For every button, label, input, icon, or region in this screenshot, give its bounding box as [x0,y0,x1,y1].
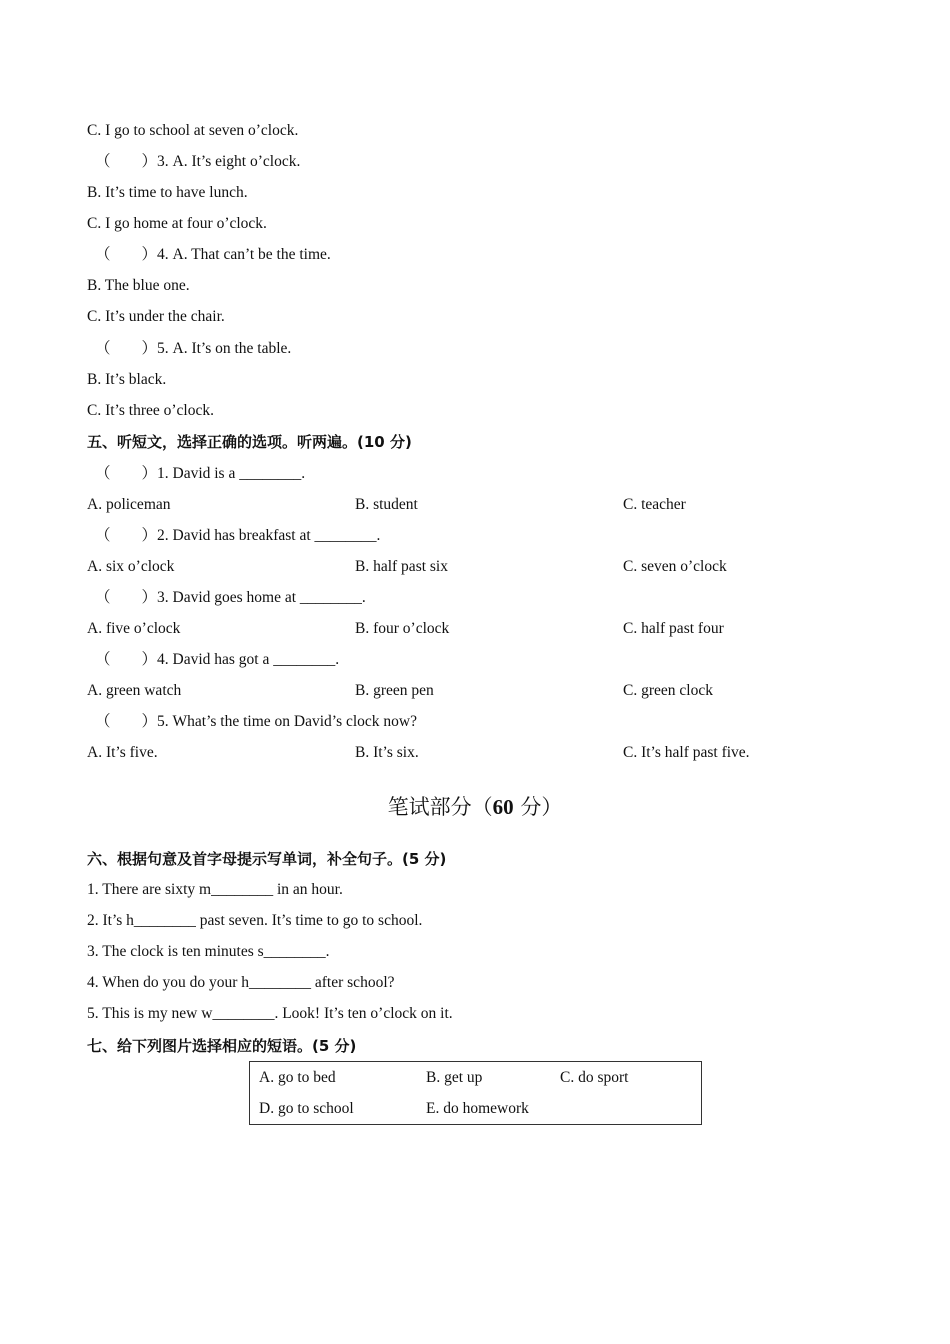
s5-q2: （ ）2. David has breakfast at ________. [95,527,381,544]
s6-item-2: 2. It’s h________ past seven. It’s time to go to school. [87,912,423,929]
s4-q2-option-c: C. I go to school at seven o’clock. [87,122,299,139]
s4-q5-option-c: C. It’s three o’clock. [87,402,214,419]
s4-q4: （ ）4. A. That can’t be the time. [95,246,331,263]
s6-item-3: 3. The clock is ten minutes s________. [87,943,330,960]
s5-q1-option-c: C. teacher [623,496,686,513]
s5-q3-options [87,618,887,640]
s5-q4-option-b: B. green pen [355,682,434,699]
s5-q3-option-b: B. four o’clock [355,620,450,637]
written-part-title-end: 分） [513,795,563,819]
s4-q3-option-b: B. It’s time to have lunch. [87,184,248,201]
s5-q4-options [87,680,887,702]
s4-q5: （ ）5. A. It’s on the table. [95,340,292,357]
s5-q1-option-b: B. student [355,496,418,513]
written-part-title-cn: 笔试部分（ [387,795,493,819]
s5-q5: （ ）5. What’s the time on David’s clock now? [95,713,417,730]
s4-q5-option-b: B. It’s black. [87,371,167,388]
section6-heading: 六、根据句意及首字母提示写单词，补全句子。(5 分) [87,850,447,868]
s5-q5-options [87,742,887,764]
written-part-title [0,793,950,821]
s5-q3: （ ）3. David goes home at ________. [95,589,366,606]
s6-item-5: 5. This is my new w________. Look! It’s ten o’clock on it. [87,1005,453,1022]
phrase-option-b: B. get up [426,1069,483,1086]
s5-q5-option-b: B. It’s six. [355,744,419,761]
s5-q1-options [87,494,887,516]
s4-q3: （ ）3. A. It’s eight o’clock. [95,153,301,170]
phrase-option-c: C. do sport [560,1069,629,1086]
s5-q2-option-c: C. seven o’clock [623,558,727,575]
s5-q5-option-c: C. It’s half past five. [623,744,750,761]
phrase-option-e: E. do homework [426,1100,529,1117]
section7-heading: 七、给下列图片选择相应的短语。(5 分) [87,1037,357,1055]
s5-q2-options [87,556,887,578]
s5-q2-option-b: B. half past six [355,558,448,575]
phrase-option-a: A. go to bed [259,1069,336,1086]
s5-q4-option-a: A. green watch [87,682,182,699]
s5-q3-option-c: C. half past four [623,620,724,637]
s6-item-4: 4. When do you do your h________ after school? [87,974,395,991]
s5-q5-option-a: A. It’s five. [87,744,158,761]
s5-q4-option-c: C. green clock [623,682,713,699]
s5-q2-option-a: A. six o’clock [87,558,175,575]
s5-q1: （ ）1. David is a ________. [95,465,306,482]
phrase-box [249,1061,702,1125]
section5-heading: 五、听短文，选择正确的选项。听两遍。(10 分) [87,433,412,451]
s5-q1-option-a: A. policeman [87,496,171,513]
s4-q4-option-c: C. It’s under the chair. [87,308,225,325]
written-part-score: 60 [492,795,514,819]
s5-q3-option-a: A. five o’clock [87,620,181,637]
s4-q4-option-b: B. The blue one. [87,277,190,294]
s5-q4: （ ）4. David has got a ________. [95,651,340,668]
s6-item-1: 1. There are sixty m________ in an hour. [87,881,343,898]
phrase-option-d: D. go to school [259,1100,354,1117]
s4-q3-option-c: C. I go home at four o’clock. [87,215,267,232]
